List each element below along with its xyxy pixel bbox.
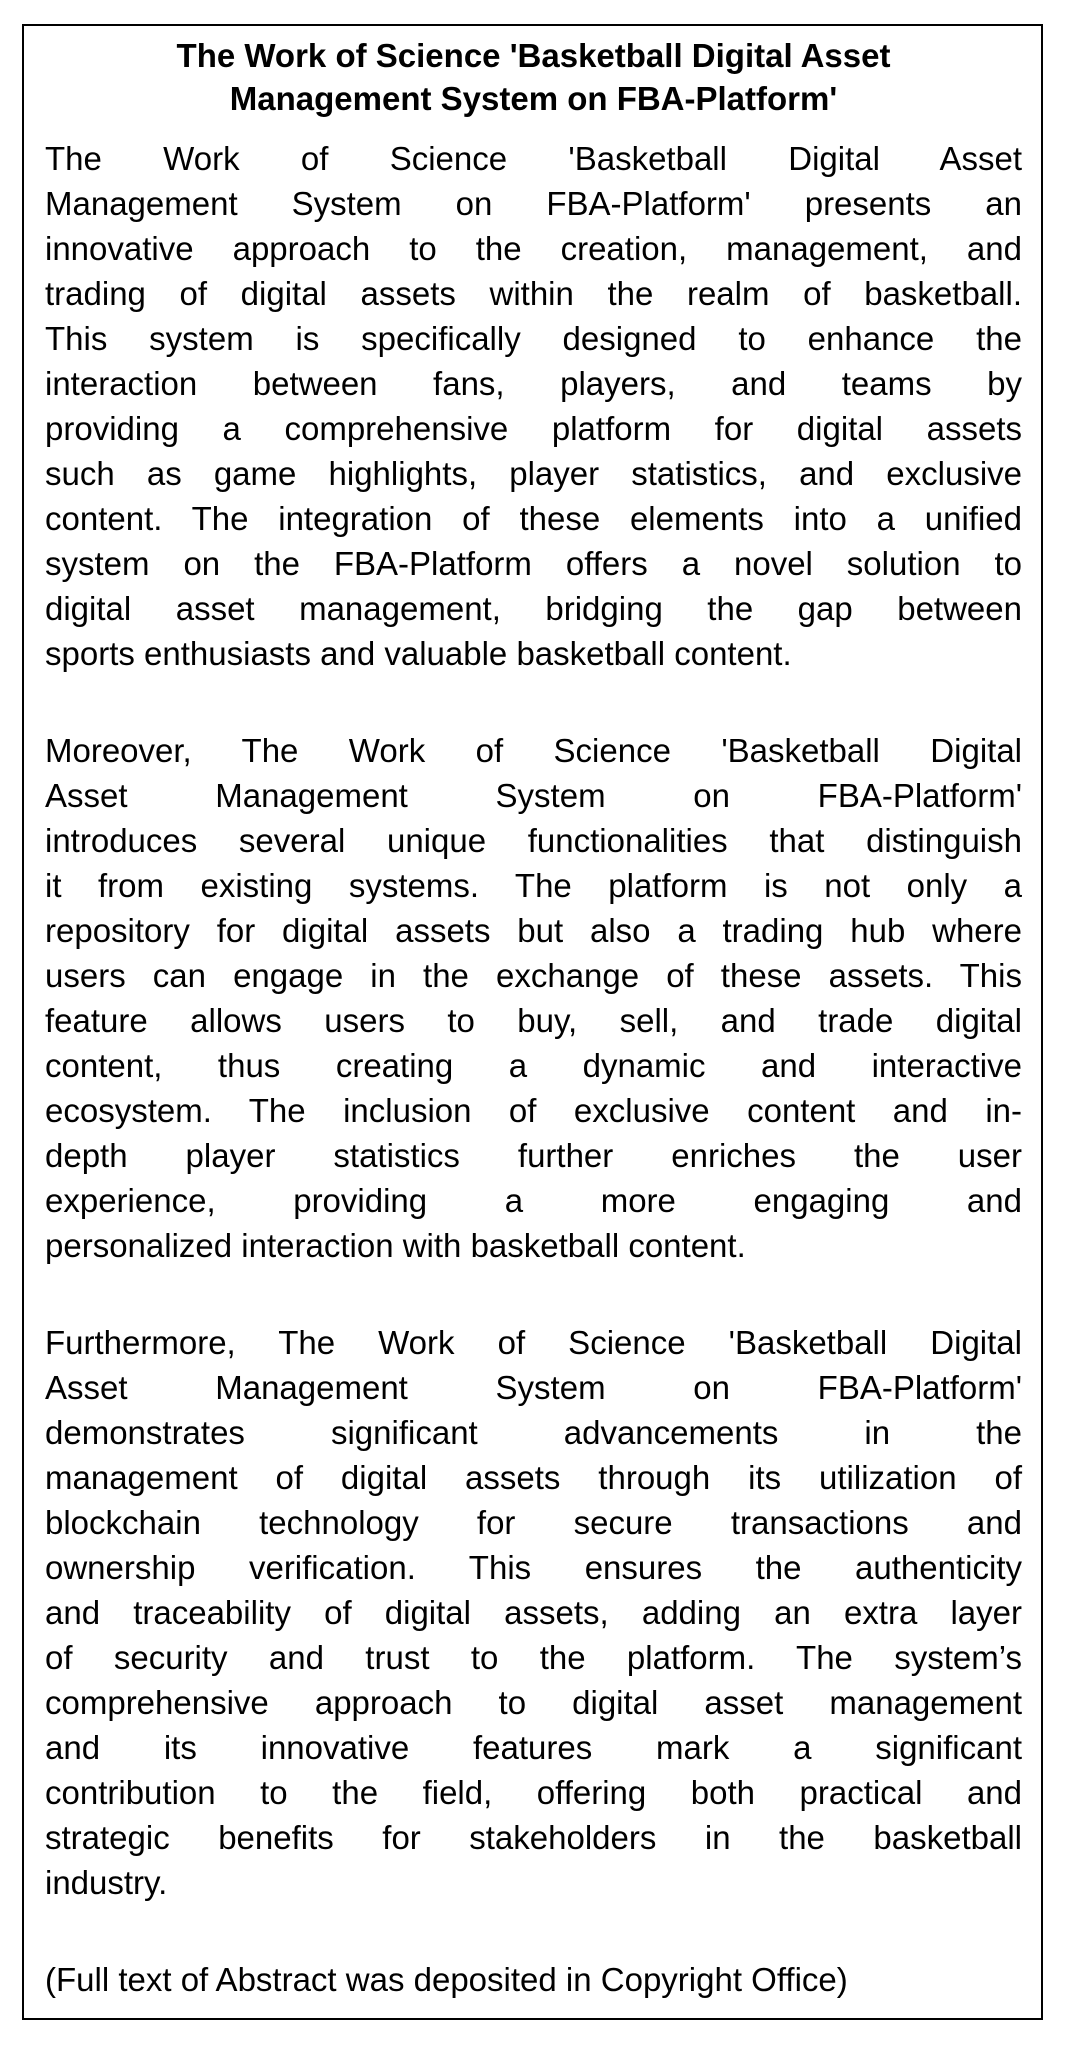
- title-line: Management System on FBA-Platform': [229, 80, 838, 117]
- text-line: content. The integration of these elements into a unified: [45, 500, 1022, 537]
- text-line: management of digital assets through its utilization of: [45, 1459, 1022, 1496]
- text-line: strategic benefits for stakeholders in the basketball: [45, 1819, 1022, 1856]
- text-line: ownership verification. This ensures the authenticity: [45, 1549, 1022, 1586]
- text-line: Furthermore, The Work of Science 'Basketball Digital: [45, 1324, 1022, 1361]
- text-line: demonstrates significant advancements in the: [45, 1414, 1022, 1451]
- text-line: contribution to the field, offering both practical and: [45, 1774, 1022, 1811]
- text-line: and traceability of digital assets, adding an extra layer: [45, 1594, 1022, 1631]
- text-line: users can engage in the exchange of these assets. This: [45, 957, 1022, 994]
- document-title: [45, 34, 1022, 120]
- text-line: comprehensive approach to digital asset management: [45, 1684, 1022, 1721]
- text-line: introduces several unique functionalities that distinguish: [45, 822, 1022, 859]
- text-line: of security and trust to the platform. The system’s: [45, 1639, 1022, 1676]
- text-line: sports enthusiasts and valuable basketball content.: [45, 635, 792, 672]
- abstract-paragraph: [45, 136, 1022, 676]
- abstract-body: [45, 136, 1022, 1905]
- text-line: ecosystem. The inclusion of exclusive content and in-: [45, 1092, 1022, 1129]
- footer-note: (Full text of Abstract was deposited in Copyright Office): [45, 1961, 848, 1998]
- text-line: trading of digital assets within the realm of basketball.: [45, 275, 1022, 312]
- text-line: and its innovative features mark a significant: [45, 1729, 1022, 1766]
- text-line: repository for digital assets but also a trading hub where: [45, 912, 1022, 949]
- text-line: content, thus creating a dynamic and interactive: [45, 1047, 1022, 1084]
- text-line: innovative approach to the creation, management, and: [45, 230, 1022, 267]
- text-line: providing a comprehensive platform for digital assets: [45, 410, 1022, 447]
- text-line: it from existing systems. The platform is not only a: [45, 867, 1022, 904]
- abstract-paragraph: [45, 728, 1022, 1268]
- text-line: Management System on FBA-Platform' presents an: [45, 185, 1022, 222]
- abstract-box: [22, 24, 1043, 2020]
- text-line: The Work of Science 'Basketball Digital Asset: [45, 140, 1022, 177]
- text-line: blockchain technology for secure transactions and: [45, 1504, 1022, 1541]
- text-line: depth player statistics further enriches the user: [45, 1137, 1022, 1174]
- text-line: feature allows users to buy, sell, and trade digital: [45, 1002, 1022, 1039]
- abstract-paragraph: [45, 1320, 1022, 1905]
- text-line: digital asset management, bridging the gap between: [45, 590, 1022, 627]
- text-line: personalized interaction with basketball content.: [45, 1227, 746, 1264]
- text-line: This system is specifically designed to enhance the: [45, 320, 1022, 357]
- text-line: such as game highlights, player statistics, and exclusive: [45, 455, 1022, 492]
- text-line: industry.: [45, 1864, 168, 1901]
- title-line: The Work of Science 'Basketball Digital Asset: [176, 37, 891, 74]
- text-line: interaction between fans, players, and teams by: [45, 365, 1022, 402]
- text-line: Moreover, The Work of Science 'Basketball Digital: [45, 732, 1022, 769]
- text-line: Asset Management System on FBA-Platform': [45, 777, 1022, 814]
- text-line: Asset Management System on FBA-Platform': [45, 1369, 1022, 1406]
- text-line: experience, providing a more engaging and: [45, 1182, 1022, 1219]
- text-line: system on the FBA-Platform offers a novel solution to: [45, 545, 1022, 582]
